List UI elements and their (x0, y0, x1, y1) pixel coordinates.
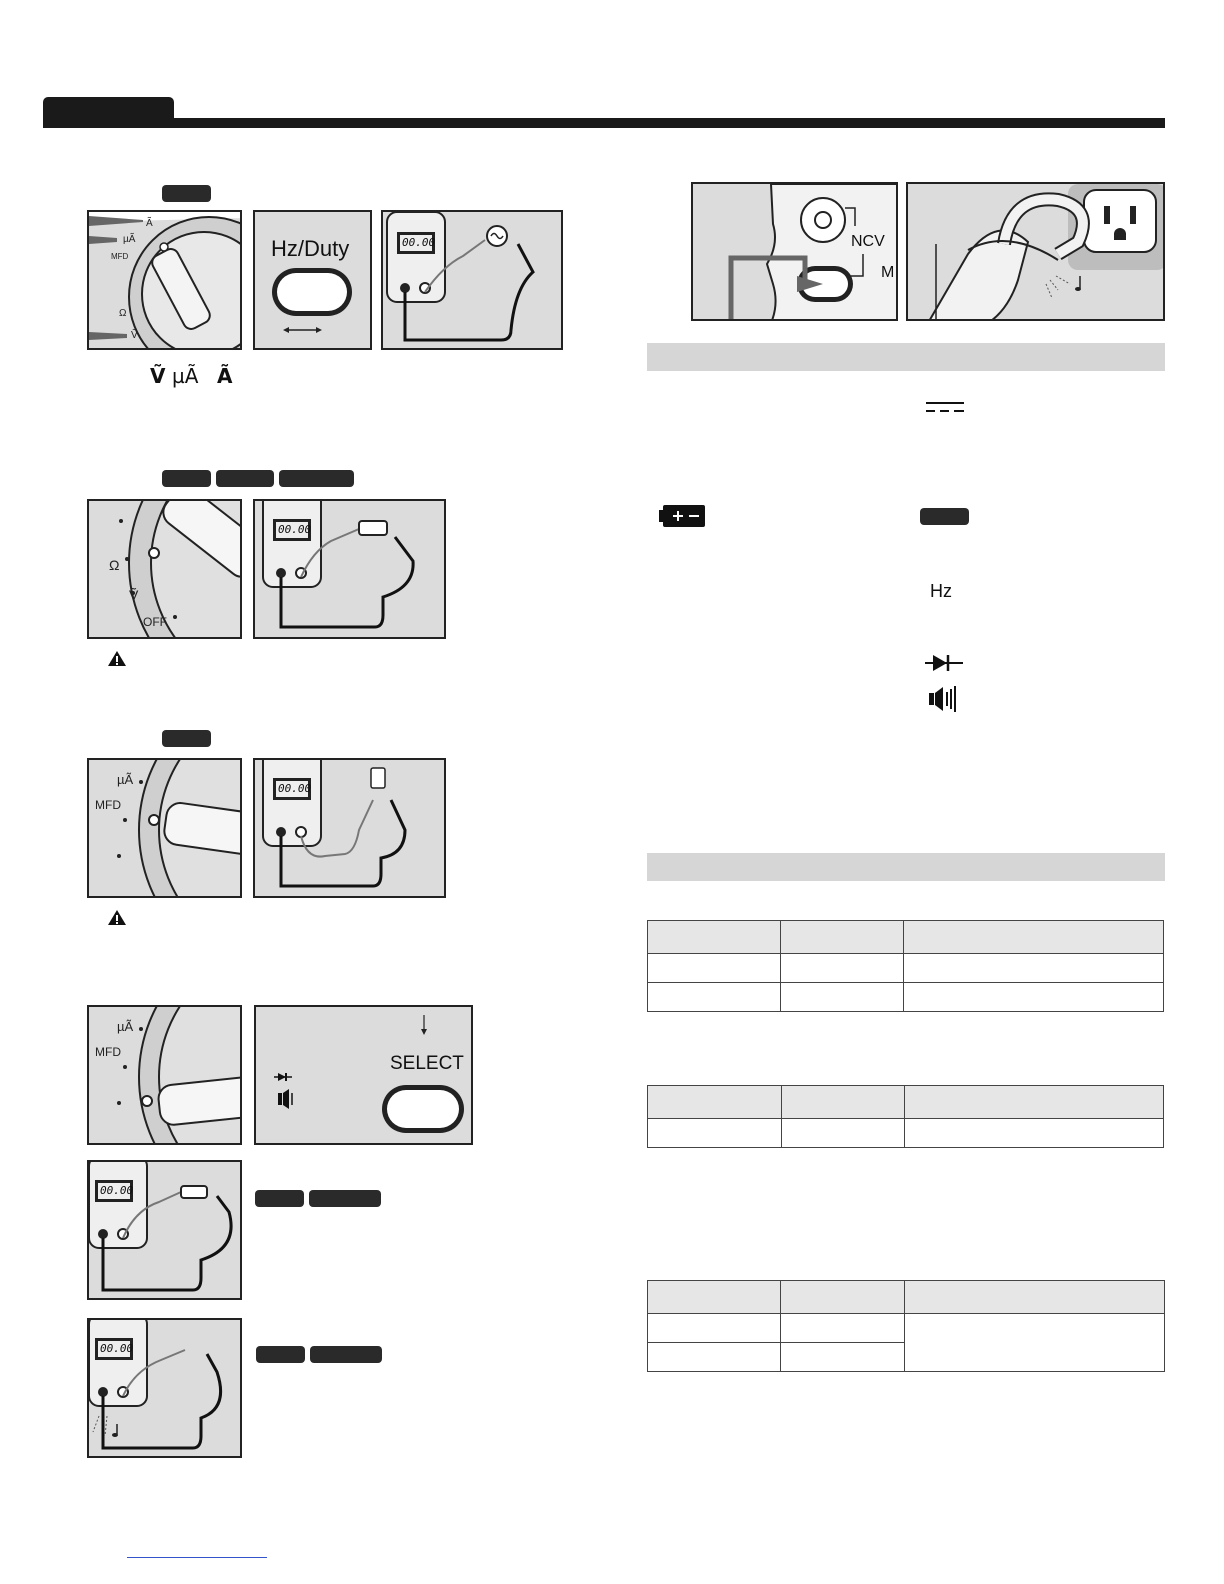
meter-connection-panel-5 (87, 1318, 242, 1458)
dial-label-ohm: Ω (109, 557, 120, 573)
dial-label-ac-a: Ã (146, 218, 153, 229)
rotary-dial-panel-3 (87, 758, 242, 898)
m-label: M (881, 264, 895, 281)
mode-badge (216, 470, 274, 487)
dial-label-mfd: MFD (111, 252, 129, 261)
table-header-cell (781, 1281, 905, 1314)
mode-badge (309, 1190, 381, 1207)
low-battery-icon (659, 505, 705, 527)
rotary-dial-panel-4 (87, 1005, 242, 1145)
table-header-cell (781, 921, 904, 954)
table-header-cell (905, 1281, 1165, 1314)
table-row (648, 983, 1164, 1012)
warning-icon (107, 909, 127, 926)
rotary-dial-panel-1 (87, 210, 242, 350)
table-header-cell (648, 1281, 781, 1314)
dial-label-ac-v: Ṽ (129, 587, 139, 603)
section-header-rule (43, 118, 1165, 128)
table-row (648, 954, 1164, 983)
continuity-icon (929, 686, 959, 712)
dial-label-ac-ua: µÃ (123, 234, 136, 245)
meter-display-reading: 00.00 (402, 236, 436, 249)
table-header-cell (648, 1086, 782, 1119)
mode-badge (310, 1346, 382, 1363)
section-band (647, 853, 1165, 881)
section-band (647, 343, 1165, 371)
rotary-dial-panel-2 (87, 499, 242, 639)
dial-label-ac-ua: µÃ (117, 772, 134, 787)
table-row (648, 1119, 1164, 1148)
table-header-cell (648, 921, 781, 954)
meter-connection-panel-3 (253, 758, 446, 898)
select-label: SELECT (390, 1053, 464, 1074)
hz-duty-label: Hz/Duty (271, 236, 350, 261)
mode-badge (162, 470, 211, 487)
mode-badge (256, 1346, 305, 1363)
ncv-outlet-panel (906, 182, 1165, 321)
dial-label-ac-v: Ṽ (131, 330, 138, 341)
table-header-cell (905, 1086, 1164, 1119)
table-header-cell (904, 921, 1164, 954)
dial-label-off: OFF (143, 615, 167, 629)
footer-link[interactable] (127, 1557, 267, 1558)
spec-table-1 (647, 920, 1164, 1012)
diode-icon (925, 654, 963, 672)
ac-microamp-symbol: µÃ (172, 364, 199, 388)
dial-label-ac-ua: µÃ (117, 1019, 134, 1034)
select-button-panel (254, 1005, 473, 1145)
mode-badge (162, 730, 211, 747)
meter-display-reading: 00.00 (100, 1342, 134, 1355)
ac-voltage-symbol: Ṽ (150, 364, 166, 388)
meter-display-reading: 00.00 (278, 782, 312, 795)
meter-connection-panel-2 (253, 499, 446, 639)
meter-connection-panel-1 (381, 210, 563, 350)
spec-table-2 (647, 1085, 1164, 1148)
warning-icon (107, 650, 127, 667)
ac-amp-symbol: Ã (217, 364, 233, 388)
meter-connection-panel-4 (87, 1160, 242, 1300)
meter-display-reading: 00.00 (278, 523, 312, 536)
mode-badge (255, 1190, 304, 1207)
ncv-label: NCV (851, 233, 885, 250)
mode-badge (279, 470, 354, 487)
mode-badge (920, 508, 969, 525)
meter-display-reading: 00.00 (100, 1184, 134, 1197)
hz-duty-button-panel (253, 210, 372, 350)
table-row (648, 1314, 1165, 1343)
dc-symbol-icon (926, 400, 964, 414)
hz-symbol: Hz (930, 581, 952, 601)
dial-label-mfd: MFD (95, 798, 121, 812)
spec-table-3 (647, 1280, 1165, 1372)
table-header-cell (782, 1086, 905, 1119)
dial-label-ohm: Ω (119, 308, 127, 319)
ncv-button-panel (691, 182, 898, 321)
dial-label-mfd: MFD (95, 1045, 121, 1059)
mode-badge (162, 185, 211, 202)
